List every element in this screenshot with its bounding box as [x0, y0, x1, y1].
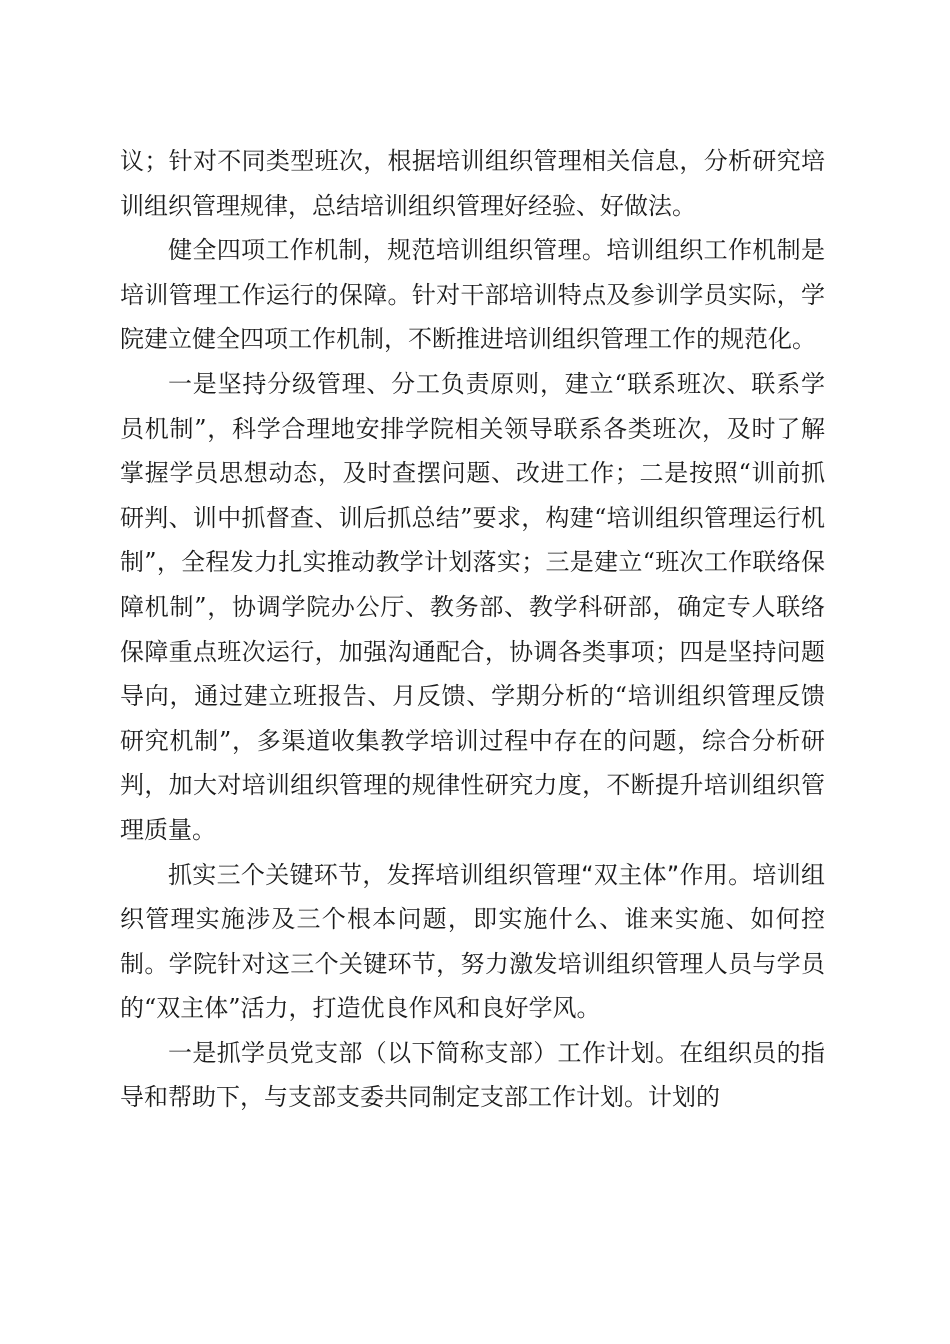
paragraph-5-text: 在组织员的指导和帮助下，与支部支委共同制定支部工作计划。计划的 [120, 1038, 826, 1112]
document-body [120, 139, 825, 1120]
paragraph-5-heading: 一是抓学员党支部（以下简称支部）工作计划。 [168, 1038, 680, 1067]
paragraph-1-text: 议；针对不同类型班次，根据培训组织管理相关信息，分析研究培训组织管理规律，总结培训组织管理好经验、好做法。 [120, 147, 825, 220]
paragraph-5 [120, 1031, 825, 1120]
paragraph-3-text: 一是坚持分级管理、分工负责原则，建立“联系班次、联系学员机制”，科学合理地安排学院相关领导联系各类班次，及时了解掌握学员思想动态，及时查摆问题、改进工作；二是按照“训前抓研判、训中抓督查、训后抓总结”要求，构建“培训组织管理运行机制”，全程发力扎实推动教学计划落实；三是建立“班次工作联络保障机制”，协调学院办公厅、教务部、教学科研部，确定专人联络保障重点班次运行，加强沟通配合，协调各类事项；四是坚持问题导向，通过建立班报告、月反馈、学期分析的“培训组织管理反馈研究机制”，多渠道收集教学培训过程中存在的问题，综合分析研判，加大对培训组织管理的规律性研究力度，不断提升培训组织管理质量。 [120, 369, 825, 844]
paragraph-2-heading: 健全四项工作机制，规范培训组织管理。 [168, 236, 607, 265]
paragraph-4-heading: 抓实三个关键环节，发挥培训组织管理“双主体”作用。 [168, 860, 753, 889]
paragraph-3 [120, 362, 825, 853]
paragraph-1 [120, 139, 825, 228]
paragraph-4-text: 培训组织管理实施涉及三个根本问题，即实施什么、谁来实施、如何控制。学院针对这三个关键环节，努力激发培训组织管理人员与学员的“双主体”活力，打造优良作风和良好学风。 [120, 860, 825, 1023]
paragraph-2-text: 培训组织工作机制是培训管理工作运行的保障。针对干部培训特点及参训学员实际，学院建立健全四项工作机制，不断推进培训组织管理工作的规范化。 [120, 236, 826, 354]
paragraph-4 [120, 853, 825, 1031]
paragraph-2 [120, 228, 825, 362]
